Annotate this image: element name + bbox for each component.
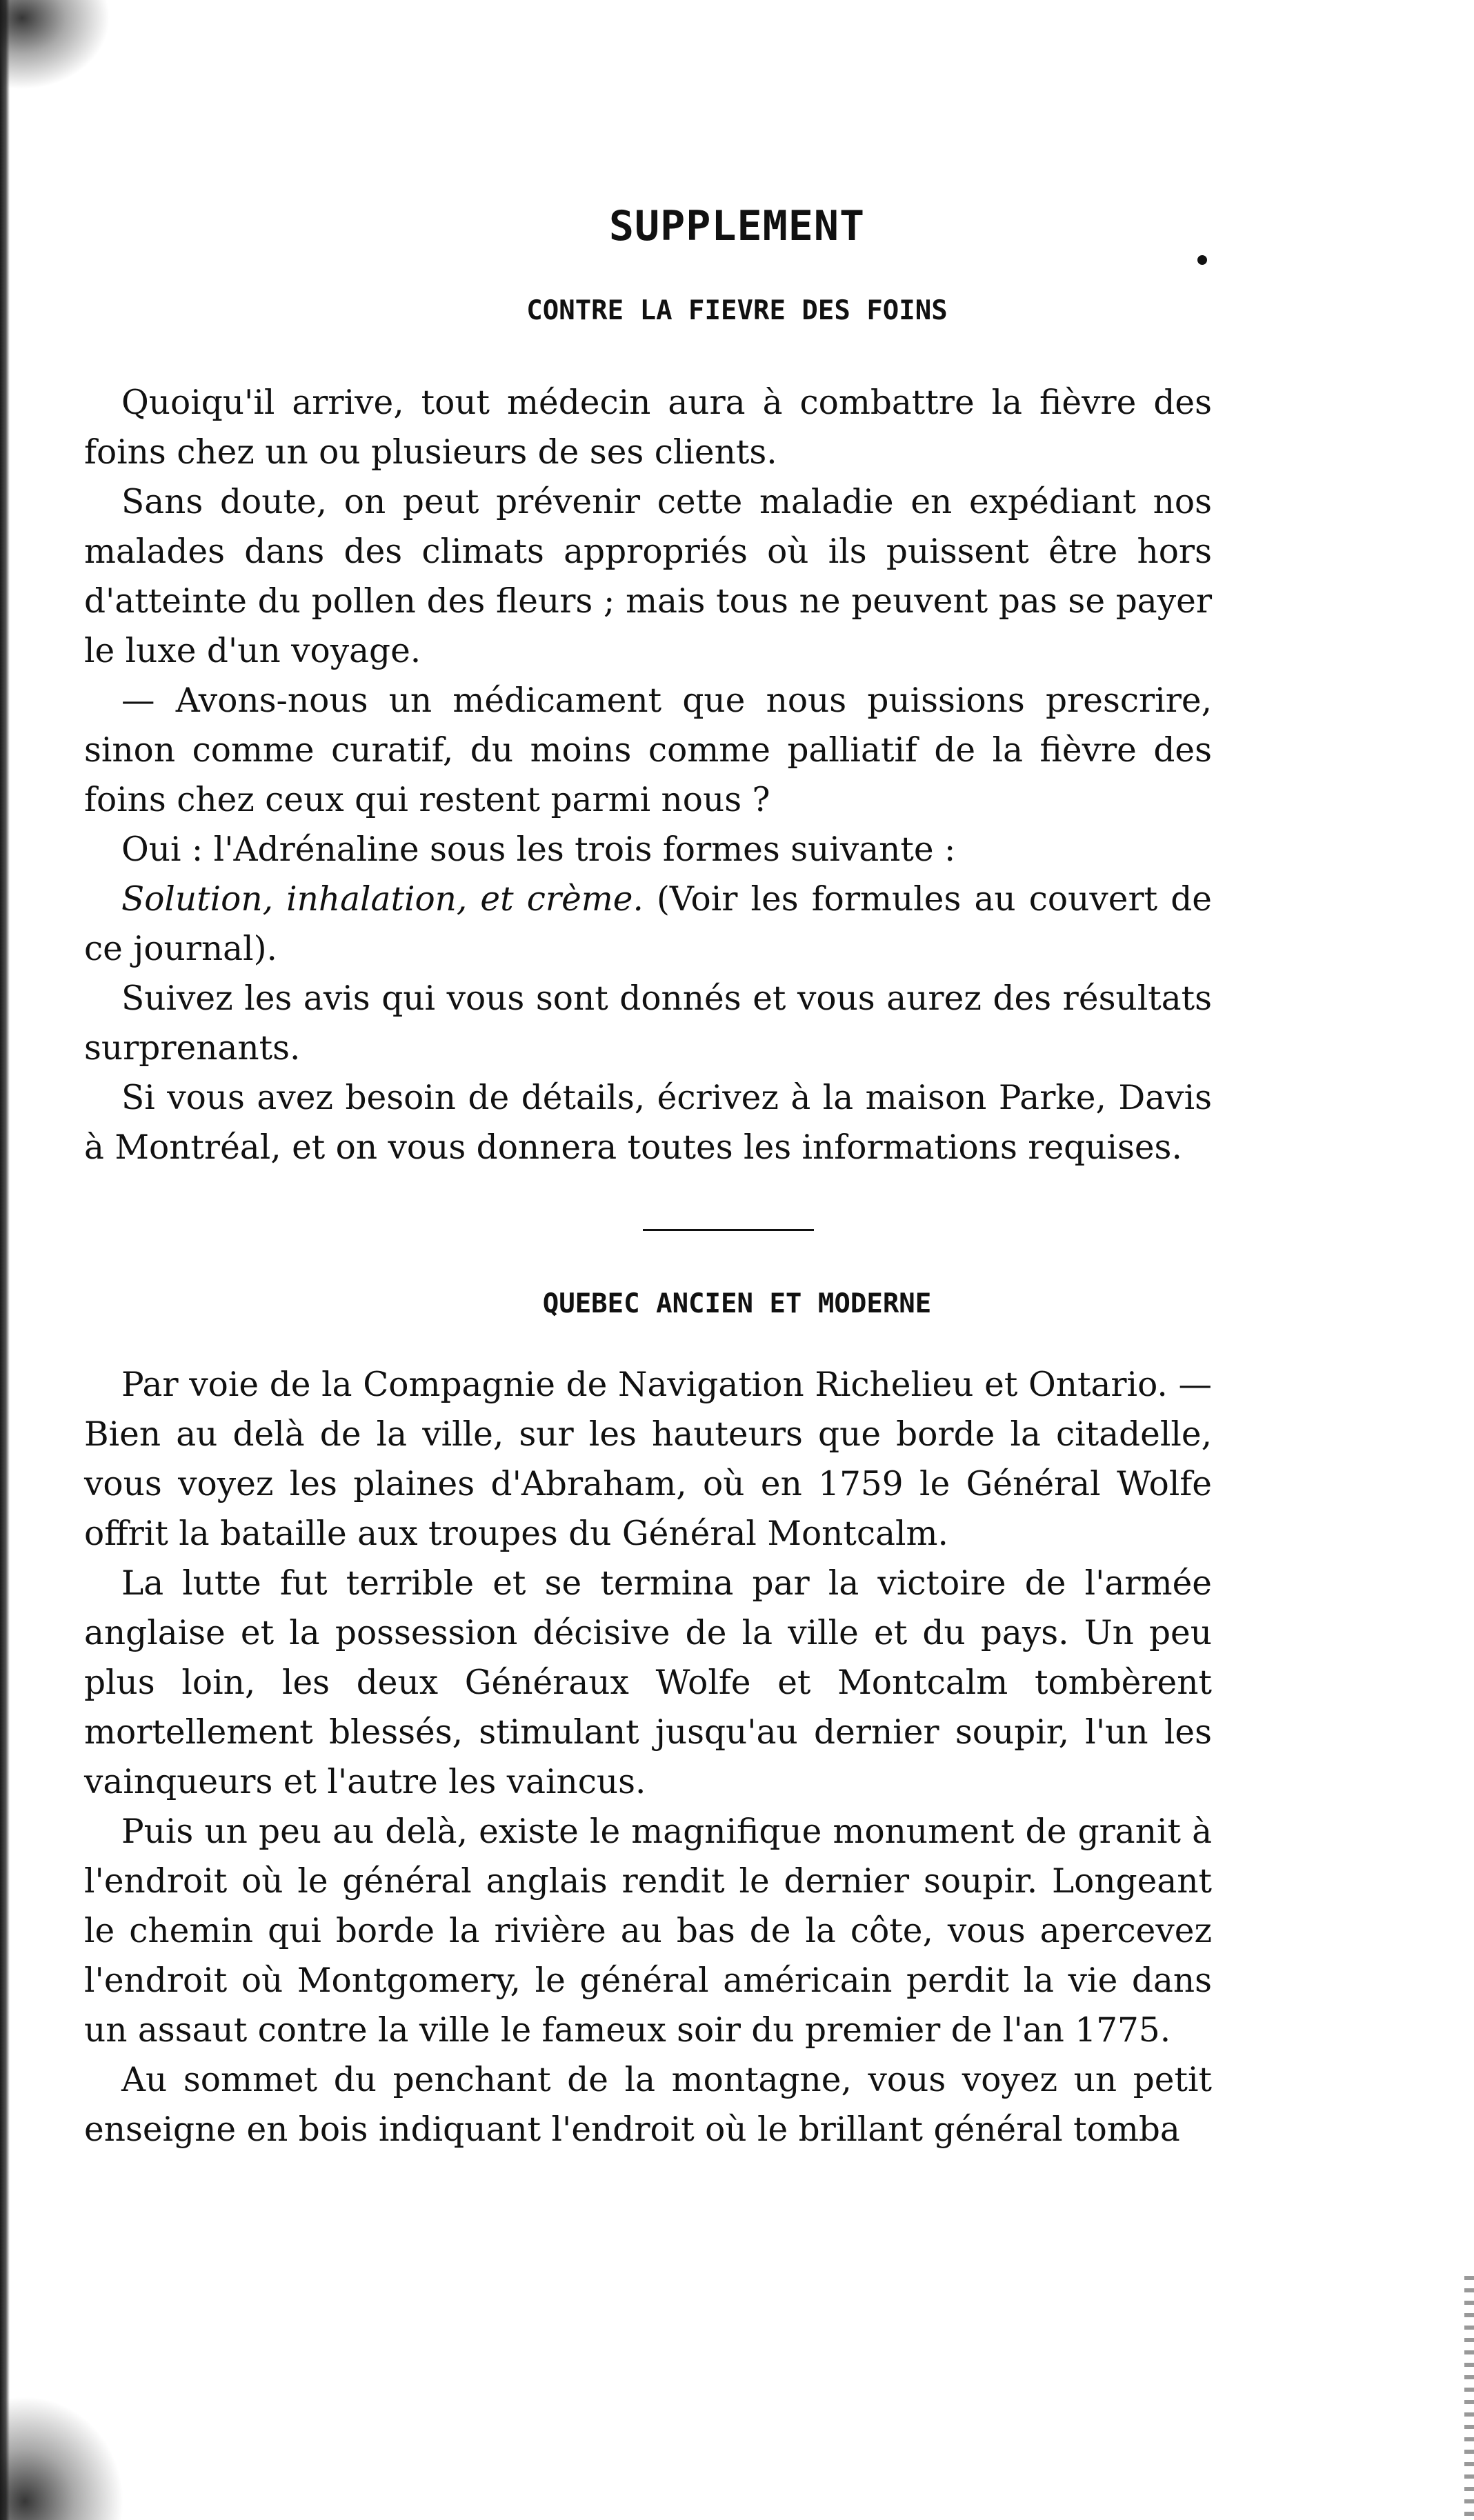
paragraph [84,874,1212,974]
section-heading-hay-fever: CONTRE LA FIEVRE DES FOINS [526,295,948,326]
paragraph: Si vous avez besoin de détails, écrivez à la maison Parke, Davis à Montréal, et on vous donnera toutes les informations requises. [84,1079,1212,1167]
page-title: SUPPLEMENT [608,202,866,250]
scan-smudge-bottom [0,2396,124,2520]
section-heading-quebec: QUEBEC ANCIEN ET MODERNE [542,1288,932,1319]
paragraph: Oui : l'Adrénaline sous les trois formes suivante : [121,830,956,869]
section-quebec [84,1360,1212,2154]
paragraph: Sans doute, on peut prévenir cette maladie en expédiant nos malades dans des climats appropriés où ils puissent être hors d'atteinte du pollen des fleurs ; mais tous ne peuvent pas se payer le luxe d'un voyage. [84,483,1212,670]
paragraph: — Avons-nous un médicament que nous puissions prescrire, sinon comme curatif, du moins comme palliatif de la fièvre des foins chez ceux qui restent parmi nous ? [84,681,1212,819]
paragraph: Suivez les avis qui vous sont donnés et vous aurez des résultats surprenants. [84,979,1212,1068]
paragraph: Au sommet du penchant de la montagne, vous voyez un petit enseigne en bois indiquant l'endroit où le brillant général tomba [84,2061,1212,2149]
italic-forms: Solution, inhalation, et crème. [121,880,644,919]
paragraph: Quoiqu'il arrive, tout médecin aura à combattre la fièvre des foins chez un ou plusieurs de ses clients. [84,383,1212,472]
ink-dot [1197,255,1207,265]
section-hay-fever [84,378,1212,1172]
binding-edge [0,0,10,2520]
scan-edge-right [1464,2276,1474,2520]
paragraph: Par voie de la Compagnie de Navigation Richelieu et Ontario. — Bien au delà de la ville, sur les hauteurs que borde la citadelle, vous voyez les plaines d'Abraham, où en 1759 le Général Wolfe offrit la bataille aux troupes du Général Montcalm. [84,1366,1212,1553]
paragraph: La lutte fut terrible et se termina par la victoire de l'armée anglaise et la possession décisive de la ville et du pays. Un peu plus loin, les deux Généraux Wolfe et Montcalm tombèrent mortellement blessés, stimulant jusqu'au dernier soupir, l'un les vainqueurs et l'autre les vaincus. [84,1564,1212,1801]
section-divider [643,1229,814,1231]
paragraph: Puis un peu au delà, existe le magnifique monument de granit à l'endroit où le général anglais rendit le dernier soupir. Longeant le chemin qui borde la rivière au bas de la côte, vous apercevez l'endroit où Montgomery, le général américain perdit la vie dans un assaut contre la ville le fameux soir du premier de l'an 1775. [84,1812,1212,2050]
paragraph-rest: (Voir les formules au couvert de ce journal). [84,880,1212,968]
scan-smudge-top [0,0,110,90]
